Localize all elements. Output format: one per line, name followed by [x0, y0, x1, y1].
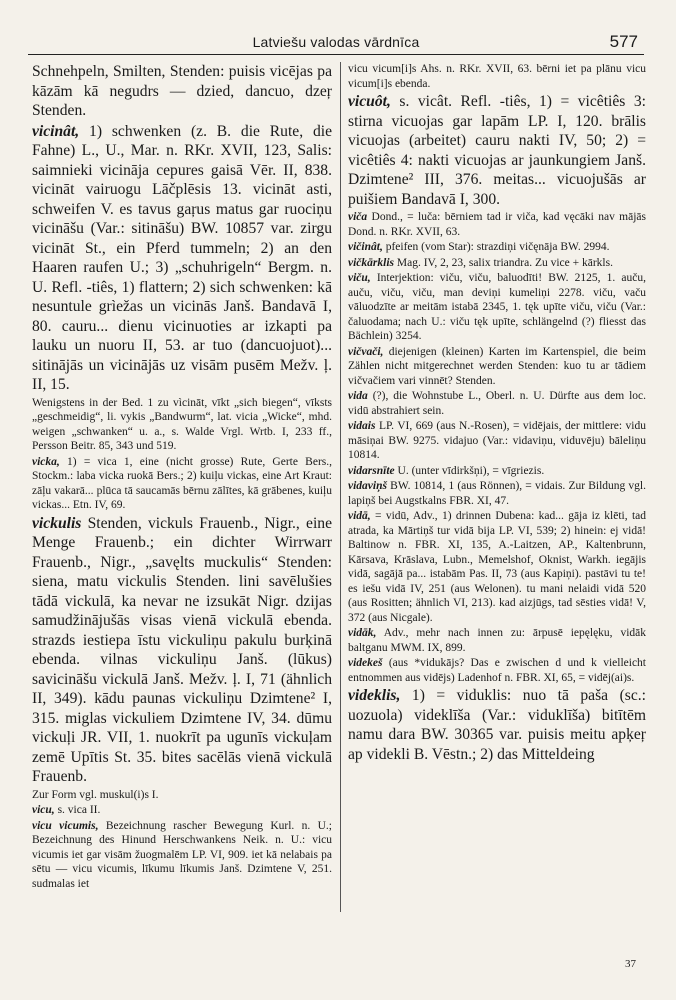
entry-headword: vicka,: [32, 455, 60, 468]
entry-text: 1) = vica 1, eine (nicht grosse) Rute, Gerte Bers., Stockm.: laba vicka ruokā Bers.; 2) kuiļu vickas, eine Art Kraut: zāļu vakarā... plūca tā saucamās bērnu zālītes, kā grābenes, kuiļu vickas... Etn. IV, 69.: [32, 455, 332, 511]
dictionary-entry: [32, 819, 332, 892]
entry-headword: videklis,: [348, 687, 401, 704]
entry-headword: videkeš: [348, 657, 383, 669]
entry-headword: vičvači,: [348, 345, 384, 358]
entry-text: Bezeichnung rascher Bewegung Kurl. n. U.; Bezeichnung des Hinund Herschwankens Neik. n. U.: vicu vicumis iet gar visām žuogmalēm LP. VI, 909. iet kā nelabais pa sētu — vicu vicumis, līkumu līkumis Janš. Dzimtene V, 251. sudmalas iet: [32, 819, 332, 890]
entry-text: diejenigen (kleinen) Karten im Kartenspiel, die beim Zählen nicht mitgerechnet werden Stenden: kuo tu ar tādiem vičvačiem vari vinnēt? Stenden.: [348, 345, 646, 387]
page-number: 577: [609, 32, 638, 51]
dictionary-entry: [348, 62, 646, 91]
dictionary-entry: [348, 256, 646, 271]
dictionary-entry: [348, 210, 646, 239]
entry-headword: vickulis: [32, 514, 82, 532]
dictionary-entry: [348, 240, 646, 255]
column-divider: [340, 62, 341, 912]
entry-headword: viču,: [348, 272, 371, 284]
entry-text: Interjektion: viču, viču, baluodīti! BW. 2125, 1. auču, auču, viču, viču, man deviņi kumeliņi 2278. viču, vaču vāluodzīte ar meitām istabā 2345, 1. tęk upīte viču, viču (Var.: čaluodama; nach U.: viču tęk upīte, schlängelnd (?) fliesst das Bächlein) 3254.: [348, 272, 646, 342]
dictionary-entry: [32, 455, 332, 513]
entry-text: BW. 10814, 1 (aus Rönnen), = vidais. Zur Bildung vgl. lapiņš bei Augstkalns FBR. XI, 47.: [348, 480, 646, 507]
dictionary-entry: [32, 788, 332, 803]
dictionary-entry: [348, 686, 646, 764]
dictionary-entry: [348, 464, 646, 479]
entry-headword: vidāk,: [348, 627, 377, 639]
signature-mark: 37: [625, 958, 636, 970]
dictionary-entry: [348, 626, 646, 655]
entry-text: Zur Form vgl. muskul(i)s I.: [32, 788, 159, 801]
entry-text: = vidū, Adv., 1) drinnen Dubena: kad... gāja iz klēti, tad atrada, ka Mārtiņš tur vidā bija LP. VI, 539; 2) hinein: ej vidā! Baltinow n. FBR. XI, 135, A.-Laitzen, AP., Kaltenbrunn, Kārsava, Krāslava, Lubn., Memelshof, Oknist, Warkh. iegājis vidā, sagājā pa... istabām Pas. II, 73 (aus Kapiņi). pastāvi tu te! es iešu vidā IV, 251 (aus Welonen). tu mani nelaidi vidā 520 (aus Rositten; ähnlich VI, 213). kad aizjūgs, tad sēsties vidā! V, 372 (aus Nicgale).: [348, 510, 646, 624]
dictionary-entry: [348, 509, 646, 625]
entry-text: (aus *vidukājs? Das e zwischen d und k vielleicht entnommen aus vidējs) Ladenhof n. FBR. XI, 65, = vidēj(ai)s.: [348, 657, 646, 684]
right-column: [348, 62, 646, 977]
dictionary-entry: [32, 803, 332, 818]
entry-text: pfeifen (vom Star): strazdiņi vičęnāja BW. 2994.: [385, 241, 610, 253]
entry-headword: viča: [348, 211, 368, 223]
dictionary-entry: [348, 271, 646, 344]
entry-text: 1) schwenken (z. B. die Rute, die Fahne) L., U., Mar. n. RKr. XVII, 123, Salis: saimnieki vicināja cepures gaisā Vēr. II, 838. vicināt vairuogu Lāčplēsis 13. vicināt asti, schweifen V. es tavus gaŗus matus gar ruociņu vicināšu (Var.: sitināšu) BW. 10857 var. zirgu vicināt St., ein Pferd tummeln; 2) an den Haaren raufen U.; 3) „schuhrigeln“ Bergm. n. U. Refl. -tiês, 1) flattern; 2) sich schwenken: kā nesuntule grìežas un vicinās Janš. Bandavā I, 80. cauru... dienu vicinuoties ar izkapti pa lauku un nuoru II, 53. ar tuo (dancuojuot)... sitinājās un vicinājās uz visām pusēm Mežv. ļ. II, 15.: [32, 122, 332, 393]
entry-headword: vicu,: [32, 804, 55, 816]
entry-text: 1) = viduklis: nuo tā paša (sc.: uozuola) videklīša (Var.: viduklīša) bitītēm namu dara BW. 30365 var. puisis meitu apķeŗ ap videkli B. Vēstn.; 2) das Mitteldeing: [348, 687, 646, 763]
dictionary-entry: [348, 479, 646, 508]
entry-text: Stenden, vickuls Frauenb., Nigr., eine Menge Frauenb.; ein dichter Wirrwarr Frauenb., Nigr., „savęlts muckulis“ Stenden: siena, matu vickulis Stenden. lini savēlušies tādā vickulā, ka nevar ne izsukāt Nigr. dzijas samudžinājušās visas vienā vickulā ebenda. strazds iestiepa īstu vickuliņu pakulu burķinā ebenda. vilnas vickuliņu Janš. (lūkus) savicināšu vickulā Janš. Mežv. ļ. I, 71 (ähnlich II, 349). kādu paunas vickuliņu Dzimtene² I, 315. miglas vickuliem Dzimtene IV, 34. dūmu vickuļi JR. VII, 1. nuokrīt pa ugunīs vickuļam zemē Upītis St. 35. bites sacēlās vienā vickulā Frauenb.: [32, 514, 332, 785]
entry-headword: vidarsnīte: [348, 464, 395, 477]
entry-text: vicu vicum[i]s Ahs. n. RKr. XVII, 63. bērni iet pa plānu vicu vicum[i]s ebenda.: [348, 63, 646, 90]
entry-headword: vida: [348, 390, 368, 402]
dictionary-entry: [32, 514, 332, 787]
left-column: [32, 62, 332, 977]
entry-headword: vidā,: [348, 510, 371, 522]
dictionary-entry: [32, 62, 332, 121]
entry-text: U. (unter vīdirkšņi), = vīgriezis.: [397, 464, 545, 477]
dictionary-entry: [348, 345, 646, 389]
entry-headword: vičinât,: [348, 241, 383, 253]
entry-text: Wenigstens in der Bed. 1 zu vìcināt, vīkt „sich biegen“, vīksts „geschmeidig“, li. vykis „Bandwurm“, lat. vicia „Wicke“, mhd. weigen „schwanken“ u. a., s. Walde Vrgl. Wrtb. I, 233 ff., Persson Beitr. 85, 343 und 519.: [32, 396, 332, 452]
entry-headword: vicinât,: [32, 122, 80, 140]
dictionary-entry: [348, 656, 646, 685]
dictionary-entry: [348, 419, 646, 463]
page-header: [28, 30, 644, 55]
entry-headword: vicuôt,: [348, 93, 391, 110]
entry-text: Mag. IV, 2, 23, salix triandra. Zu vice + kārkls.: [396, 256, 613, 269]
entry-headword: vidais: [348, 420, 376, 432]
entry-text: s. vica II.: [57, 804, 101, 816]
dictionary-entry: [348, 92, 646, 209]
entry-headword: vičkārklis: [348, 256, 394, 269]
entry-text: Schnehpeln, Smilten, Stenden: puisis vicējas pa kāzām kā negudrs — dzied, dancuo, dzeŗ Stenden.: [32, 63, 332, 119]
entry-text: s. vicât. Refl. -tiês, 1) = vicêtiês 3: stirna vicuojas gar lapām LP. I, 120. brālis vicuojas (arbeitet) cauru nakti IV, 50; 2) = vicêtiês 4: nakti vicuojas ar jaunkungiem Janš. Dzimtene² III, 376. meitas... vicuojušās ar puišiem Bandavā I, 300.: [348, 93, 646, 208]
entry-headword: vidaviņš: [348, 480, 387, 492]
running-title: Latviešu valodas vārdnīca: [252, 34, 420, 50]
entry-text: Adv., mehr nach innen zu: ārpusē iepęlęku, vidāk baltganu MWM. IX, 899.: [348, 627, 646, 654]
entry-text: (?), die Wohnstube L., Oberl. n. U. Dürfte aus dem loc. vidū abstrahiert sein.: [348, 390, 646, 417]
entry-text: LP. VI, 669 (aus N.-Rosen), = vidējais, der mittlere: vidu māsiņai BW. 9275. vidajuo (Var.: vidaviņu, viduvēju) bāleliņu 10814.: [348, 420, 646, 461]
entry-text: Dond., = luča: bērniem tad ir viča, kad vęcāki nav mājās Dond. n. RKr. XVII, 63.: [348, 211, 646, 238]
dictionary-entry: [348, 389, 646, 418]
dictionary-entry: [32, 122, 332, 395]
dictionary-entry: [32, 396, 332, 454]
entry-headword: vicu vicumis,: [32, 819, 99, 832]
